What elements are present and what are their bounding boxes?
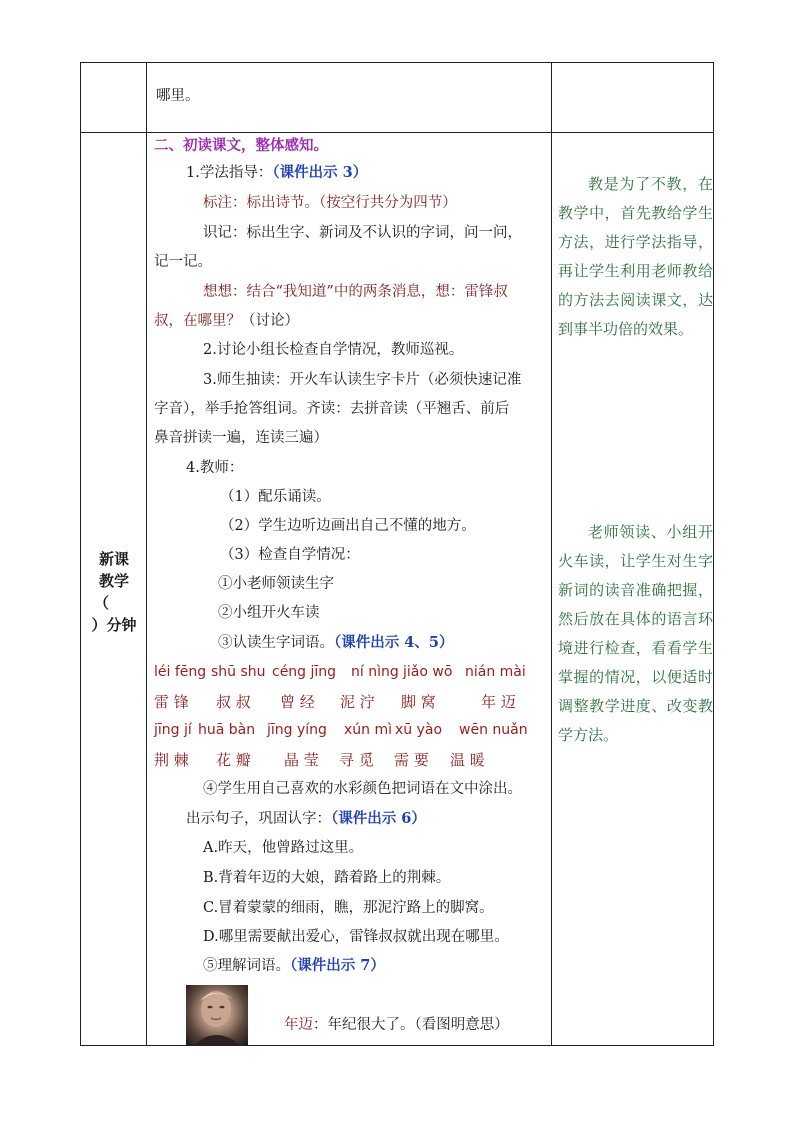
pinyin-jingying: jīng yíng xyxy=(267,722,327,738)
step3-a: 3.师生抽读：开火车认读生字卡片（必须快速记准 xyxy=(203,372,522,388)
pinyin-nianmai: nián mài xyxy=(465,664,526,680)
word-huaban: 花 瓣 xyxy=(216,751,251,769)
word-cengjing: 曾 经 xyxy=(280,693,315,711)
section-label xyxy=(82,548,146,636)
step1-think-b-rest: （讨论） xyxy=(241,313,299,329)
pinyin-cengjing: céng jīng xyxy=(272,664,337,680)
step1-think-a: 想想：结合“我知道”中的两条消息，想：雷锋叔 xyxy=(203,284,508,300)
column-divider-1 xyxy=(146,62,147,1046)
step3-c: 鼻音拼读一遍，连读三遍） xyxy=(154,430,328,446)
step1-line xyxy=(186,163,367,183)
courseware-3: （课件出示 3） xyxy=(272,164,368,181)
pinyin-xuyao: xū yào xyxy=(395,722,443,738)
nianmai-def: ：年纪很大了。（看图明意思） xyxy=(313,1017,509,1033)
sentence-d: D.哪里需要献出爱心，雷锋叔叔就出现在哪里。 xyxy=(203,929,509,945)
table-top-border xyxy=(80,62,714,63)
step1-think-b-red: 叔，在哪里？ xyxy=(154,313,241,329)
column-divider-2 xyxy=(551,62,552,1046)
portrait-icon xyxy=(186,985,248,1045)
step1-remember-b: 记一记。 xyxy=(154,254,212,270)
note-method: 教是为了不教，在教学中，首先教给学生方法，进行学法指导，再让学生利用老师教给的方法去阅读课文，达到事半功倍的效果。 xyxy=(558,175,713,338)
word-xuyao: 需 要 xyxy=(394,751,429,769)
row1-text: 哪里。 xyxy=(156,88,200,104)
step4-3: （3）检查自学情况： xyxy=(220,547,360,563)
table-bottom-border xyxy=(80,1045,714,1046)
table-left-border xyxy=(80,62,81,1046)
word-jingying: 晶 莹 xyxy=(284,751,319,769)
word-jiaowo: 脚 窝 xyxy=(401,693,436,711)
pinyin-jiaowo: jiǎo wō xyxy=(403,664,453,680)
word-wennuan: 温 暖 xyxy=(450,751,485,769)
word-nianmai: 年 迈 xyxy=(481,693,516,711)
pinyin-jingji: jīng jí xyxy=(154,722,192,738)
word-xunmi: 寻 觅 xyxy=(339,751,374,769)
step2: 2.讨论小组长检查自学情况，教师巡视。 xyxy=(203,342,464,358)
step1-remember-a: 识记：标出生字、新词及不认识的字词，问一问， xyxy=(203,225,522,241)
check-3-text: ③认读生字词语。 xyxy=(218,635,334,651)
pinyin-shushu: shū shu xyxy=(211,664,266,680)
check-1: ①小老师领读生字 xyxy=(218,576,334,592)
step4-1: （1）配乐诵读。 xyxy=(220,489,331,505)
check-2: ②小组开火车读 xyxy=(218,605,320,621)
step4: 4.教师： xyxy=(186,460,244,476)
courseware-7: （课件出示 7） xyxy=(290,957,385,974)
section-title: 二、初读课文，整体感知。 xyxy=(154,137,328,154)
step4-2: （2）学生边听边画出自己不懂的地方。 xyxy=(220,518,476,534)
nianmai-definition xyxy=(284,1015,509,1035)
step3-b: 字音），举手抢答组词。齐读：去拼音读（平翘舌、前后 xyxy=(154,401,510,417)
table-right-border xyxy=(713,62,714,1046)
section-label-line4: ）分钟 xyxy=(91,616,137,634)
sentence-b: B.背着年迈的大娘，踏着路上的荆棘。 xyxy=(203,870,451,886)
word-ningning: 泥 泞 xyxy=(340,693,375,711)
pinyin-wennuan: wēn nuǎn xyxy=(459,722,528,738)
step1-prefix: 1.学法指导： xyxy=(186,165,273,181)
pinyin-xunmi: xún mì xyxy=(344,722,393,738)
sentence-intro-text: 出示句子，巩固认字： xyxy=(186,811,331,827)
pinyin-huaban: huā bàn xyxy=(198,722,256,738)
nianmai-word: 年迈 xyxy=(284,1017,313,1033)
check-3 xyxy=(218,633,453,653)
check-4: ④学生用自己喜欢的水彩颜色把词语在文中涂出。 xyxy=(203,781,522,797)
elderly-woman-photo xyxy=(186,985,248,1045)
pinyin-ningning: ní nìng xyxy=(351,664,399,680)
word-shushu: 叔 叔 xyxy=(216,693,251,711)
check-5 xyxy=(203,956,385,976)
step1-mark: 标注：标出诗节。（按空行共分为四节） xyxy=(203,195,457,211)
step1-think-b xyxy=(154,311,299,331)
check-5-text: ⑤理解词语。 xyxy=(203,958,290,974)
word-jingji: 荆 棘 xyxy=(154,751,189,769)
sentence-a: A.昨天，他曾路过这里。 xyxy=(203,840,364,856)
row-divider xyxy=(80,132,714,133)
note-reading: 老师领读、小组开火车读，让学生对生字新词的读音准确把握，然后放在具体的语言环境进行检查，看看学生掌握的情况，以便适时调整教学进度、改变教学方法。 xyxy=(558,523,713,744)
courseware-4-5: （课件出示 4、5） xyxy=(334,634,454,651)
pinyin-leifeng: léi fēng xyxy=(154,664,207,680)
courseware-6: （课件出示 6） xyxy=(331,810,426,827)
section-label-line2: 教学 xyxy=(98,572,129,590)
sentence-intro xyxy=(186,809,426,829)
sentence-c: C.冒着蒙蒙的细雨，瞧，那泥泞路上的脚窝。 xyxy=(203,900,494,916)
section-label-line3: （ xyxy=(94,594,110,612)
word-leifeng: 雷 锋 xyxy=(154,693,189,711)
section-label-line1: 新课 xyxy=(98,550,129,568)
